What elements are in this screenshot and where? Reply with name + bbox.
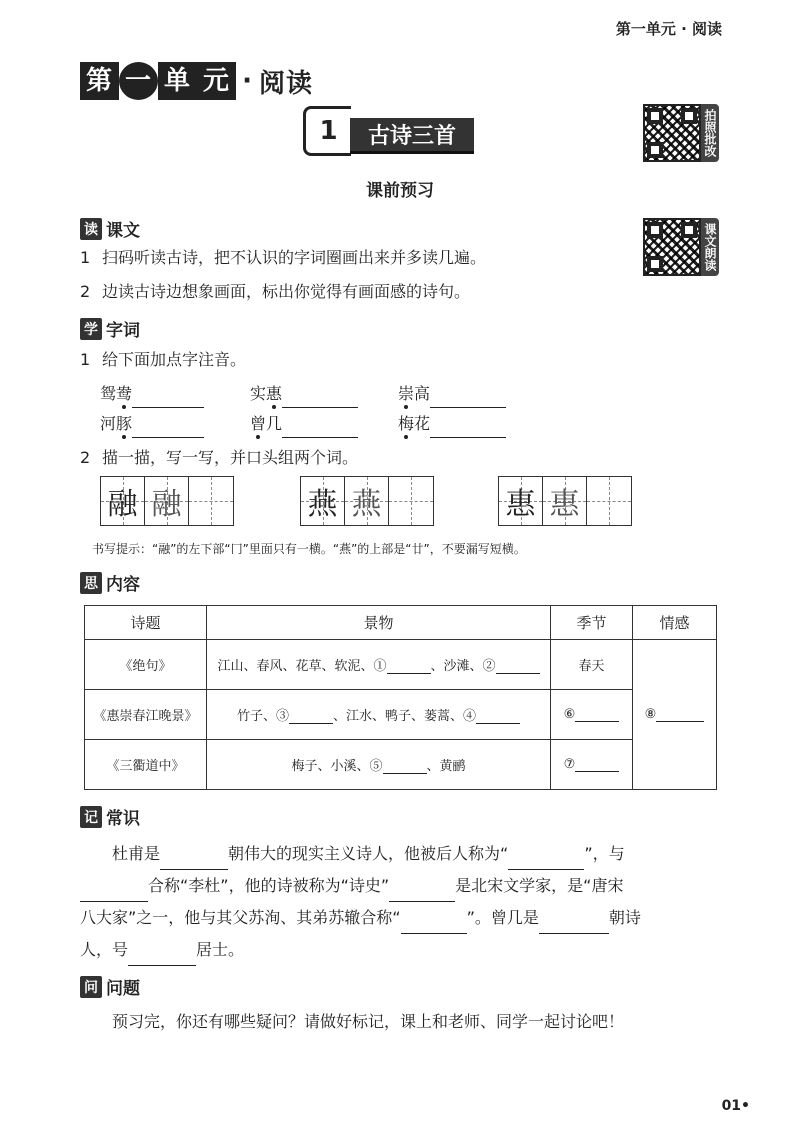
section-badge: 问 xyxy=(80,976,102,998)
item-number: 1 xyxy=(80,248,91,267)
section-read-heading xyxy=(80,216,140,241)
section-title: 常识 xyxy=(106,809,140,829)
answer-blank[interactable] xyxy=(430,407,506,408)
trace-char: 融 xyxy=(151,487,182,522)
para-text: 是北宋文学家，是“唐宋 xyxy=(455,876,624,895)
word-char-dotted: 惠 xyxy=(266,384,283,403)
season-cell xyxy=(551,690,633,740)
trace-char: 惠 xyxy=(549,487,580,522)
trace-char: 融 xyxy=(107,487,138,522)
section-think-heading xyxy=(80,570,140,595)
answer-blank[interactable] xyxy=(132,437,204,438)
answer-blank[interactable] xyxy=(132,407,204,408)
trace-char: 燕 xyxy=(307,487,338,522)
answer-blank[interactable] xyxy=(160,850,228,870)
season-marker: ⑥ xyxy=(563,707,576,722)
qr-label: 拍照批改 xyxy=(701,104,719,162)
scenery-text: 江山、春风、花草、软泥、① xyxy=(217,659,387,674)
grid-cell[interactable] xyxy=(587,477,631,525)
poem-title: 《惠崇春江晚景》 xyxy=(85,690,207,740)
qr-eye-icon xyxy=(647,256,663,272)
unit-title-dot: · xyxy=(242,66,253,96)
table-header: 情感 xyxy=(633,606,717,640)
scenery-text: 、沙滩、② xyxy=(430,659,496,674)
qr-code-icon[interactable] xyxy=(643,104,701,162)
qr-code-icon[interactable] xyxy=(643,218,701,276)
table-header-row xyxy=(85,606,717,640)
item-text: 给下面加点字注音。 xyxy=(102,350,247,369)
qr-eye-icon xyxy=(647,222,663,238)
answer-blank[interactable] xyxy=(539,914,609,934)
word-char-dotted: 梅 xyxy=(398,414,415,433)
table-row xyxy=(85,690,717,740)
para-text: ”。曾几是 xyxy=(466,908,539,927)
table-header: 季节 xyxy=(551,606,633,640)
section-ask-heading xyxy=(80,974,140,999)
pinyin-word xyxy=(250,410,358,438)
list-item xyxy=(80,244,486,272)
qr-label: 课文朗读 xyxy=(701,218,719,276)
unit-title-char: 第 xyxy=(80,62,119,100)
poem-title: 《三衢道中》 xyxy=(85,740,207,790)
scenery-cell xyxy=(207,640,551,690)
section-badge: 记 xyxy=(80,806,102,828)
scenery-cell xyxy=(207,690,551,740)
word-char-dotted: 鸯 xyxy=(116,384,133,403)
answer-blank[interactable] xyxy=(387,673,431,674)
qr-block-correct[interactable] xyxy=(643,104,719,162)
word-char-dotted: 豚 xyxy=(116,414,133,433)
scenery-text: 、江水、鸭子、蒌蒿、④ xyxy=(333,709,477,724)
trace-char: 惠 xyxy=(505,487,536,522)
answer-blank[interactable] xyxy=(289,723,333,724)
knowledge-paragraph xyxy=(80,902,720,934)
trace-char: 燕 xyxy=(351,487,382,522)
pinyin-word xyxy=(100,380,204,408)
para-text: 人，号 xyxy=(80,940,129,959)
page-number: 01• xyxy=(721,1098,750,1114)
answer-blank[interactable] xyxy=(128,946,196,966)
item-number: 2 xyxy=(80,282,91,301)
table-header: 诗题 xyxy=(85,606,207,640)
answer-blank[interactable] xyxy=(508,850,584,870)
word-char: 实 xyxy=(250,384,267,403)
answer-blank[interactable] xyxy=(80,882,148,902)
section-title: 字词 xyxy=(106,321,140,341)
lesson-subtitle: 课前预习 xyxy=(366,181,434,201)
para-text: 朝诗 xyxy=(608,908,641,927)
poem-title: 《绝句》 xyxy=(85,640,207,690)
grid-cell[interactable] xyxy=(499,477,543,525)
para-text: 朝伟大的现实主义诗人，他被后人称为“ xyxy=(228,844,509,863)
scenery-cell xyxy=(207,740,551,790)
pinyin-word xyxy=(398,380,506,408)
qr-eye-icon xyxy=(647,108,663,124)
pinyin-word xyxy=(250,380,358,408)
grid-cell[interactable] xyxy=(345,477,389,525)
qr-eye-icon xyxy=(647,142,663,158)
emotion-cell xyxy=(633,640,717,790)
grid-cell[interactable] xyxy=(145,477,189,525)
word-char-dotted: 崇 xyxy=(398,384,415,403)
answer-blank[interactable] xyxy=(282,407,358,408)
answer-blank[interactable] xyxy=(282,437,358,438)
lesson-number: 1 xyxy=(303,106,351,156)
season-cell xyxy=(551,740,633,790)
unit-title-section: 阅读 xyxy=(258,68,313,99)
content-table xyxy=(84,605,717,790)
item-text: 扫码听读古诗，把不认识的字词圈画出来并多读几遍。 xyxy=(102,248,487,267)
answer-blank[interactable] xyxy=(430,437,506,438)
grid-cell[interactable] xyxy=(543,477,587,525)
table-row xyxy=(85,640,717,690)
knowledge-paragraph xyxy=(80,838,720,870)
word-char: 鸳 xyxy=(100,384,117,403)
word-char: 几 xyxy=(266,414,283,433)
question-1 xyxy=(80,346,246,374)
section-badge: 思 xyxy=(80,572,102,594)
lesson-title: 古诗三首 xyxy=(350,118,474,154)
section-know-heading xyxy=(80,804,140,829)
question-paragraph: 预习完，你还有哪些疑问？请做好标记，课上和老师、同学一起讨论吧！ xyxy=(112,1012,625,1031)
para-text: 合称“李杜”，他的诗被称为“诗史” xyxy=(148,876,390,895)
section-badge: 学 xyxy=(80,318,102,340)
section-title: 问题 xyxy=(106,979,140,999)
item-number: 1 xyxy=(80,350,91,369)
writing-tip: 书写提示：“融”的左下部“冂”里面只有一横。“燕”的上部是“廿”，不要漏写短横。 xyxy=(92,542,526,556)
item-text: 边读古诗边想象画面，标出你觉得有画面感的诗句。 xyxy=(102,282,471,301)
writing-grid[interactable] xyxy=(498,476,632,526)
grid-cell[interactable] xyxy=(189,477,233,525)
section-learn-heading xyxy=(80,316,140,341)
season-marker: ⑦ xyxy=(563,757,576,772)
scenery-text: 竹子、③ xyxy=(236,709,289,724)
grid-cell[interactable] xyxy=(101,477,145,525)
running-header: 第一单元 · 阅读 xyxy=(615,20,722,38)
item-text: 描一描，写一写，并口头组两个词。 xyxy=(102,448,359,467)
answer-blank[interactable] xyxy=(389,882,455,902)
word-char: 河 xyxy=(100,414,117,433)
qr-block-listen[interactable] xyxy=(643,218,719,276)
word-char: 高 xyxy=(414,384,431,403)
emotion-marker: ⑧ xyxy=(644,707,657,722)
qr-eye-icon xyxy=(681,108,697,124)
section-badge: 读 xyxy=(80,218,102,240)
writing-grid[interactable] xyxy=(100,476,234,526)
answer-blank[interactable] xyxy=(476,723,520,724)
scenery-text: 梅子、小溪、⑤ xyxy=(291,759,383,774)
table-row xyxy=(85,740,717,790)
grid-cell[interactable] xyxy=(389,477,433,525)
answer-blank[interactable] xyxy=(656,721,704,722)
unit-title-char: 单 xyxy=(158,62,197,100)
answer-blank[interactable] xyxy=(496,673,540,674)
answer-blank[interactable] xyxy=(575,771,619,772)
knowledge-paragraph xyxy=(80,870,720,902)
knowledge-paragraph xyxy=(80,934,720,966)
para-text: 杜甫是 xyxy=(112,844,161,863)
item-number: 2 xyxy=(80,448,91,467)
unit-title-char: 一 xyxy=(119,62,158,100)
writing-grid[interactable] xyxy=(300,476,434,526)
word-char: 花 xyxy=(414,414,431,433)
answer-blank[interactable] xyxy=(401,914,467,934)
answer-blank[interactable] xyxy=(383,773,427,774)
word-char-dotted: 曾 xyxy=(250,414,267,433)
question-2 xyxy=(80,444,358,472)
pinyin-word xyxy=(398,410,506,438)
pinyin-word xyxy=(100,410,204,438)
para-text: ”，与 xyxy=(584,844,625,863)
scenery-text: 、黄鹂 xyxy=(426,759,466,774)
table-header: 景物 xyxy=(207,606,551,640)
season-cell: 春天 xyxy=(551,640,633,690)
section-title: 内容 xyxy=(106,575,140,595)
unit-title xyxy=(80,62,313,100)
grid-cell[interactable] xyxy=(301,477,345,525)
section-title: 课文 xyxy=(106,221,140,241)
list-item xyxy=(80,278,470,306)
qr-eye-icon xyxy=(681,222,697,238)
unit-title-char: 元 xyxy=(197,62,236,100)
answer-blank[interactable] xyxy=(575,721,619,722)
para-text: 八大家”之一，他与其父苏洵、其弟苏辙合称“ xyxy=(80,908,401,927)
para-text: 居士。 xyxy=(196,940,245,959)
